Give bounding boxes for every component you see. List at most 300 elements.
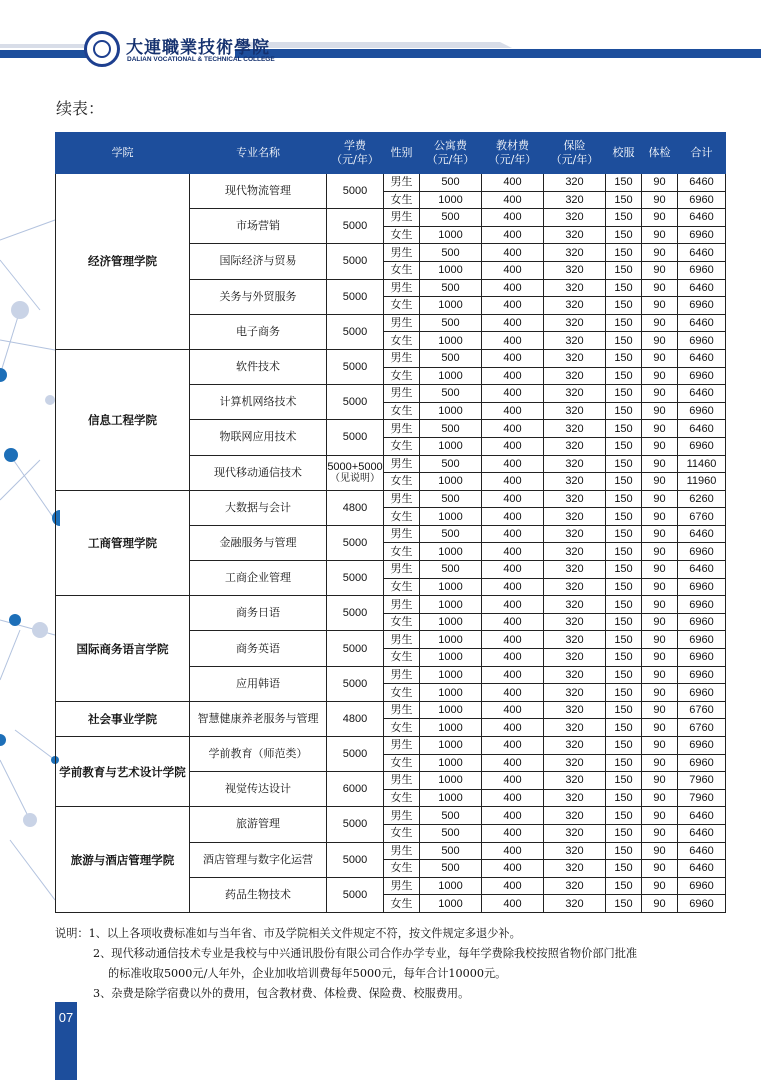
uniform-cell: 150	[606, 349, 642, 367]
checkup-cell: 90	[642, 613, 678, 631]
tuition-cell	[327, 385, 384, 420]
dorm-cell: 500	[420, 490, 482, 508]
gender-cell: 男生	[384, 561, 420, 579]
total-cell: 6960	[678, 437, 726, 455]
gender-cell: 女生	[384, 824, 420, 842]
tuition-value: 5000	[342, 607, 368, 620]
dorm-cell: 500	[420, 420, 482, 438]
dorm-cell: 1000	[420, 226, 482, 244]
total-cell: 6460	[678, 420, 726, 438]
uniform-cell: 150	[606, 226, 642, 244]
books-cell: 400	[482, 279, 544, 297]
dorm-cell: 1000	[420, 701, 482, 719]
checkup-cell: 90	[642, 209, 678, 227]
total-cell: 6460	[678, 314, 726, 332]
uniform-cell: 150	[606, 261, 642, 279]
total-cell: 6960	[678, 754, 726, 772]
dorm-cell: 1000	[420, 543, 482, 561]
gender-cell: 男生	[384, 877, 420, 895]
header-tuition: 学费 （元/年）	[327, 133, 384, 174]
note-2-cont: 的标准收取5000元/人年外，企业加收培训费每年5000元，每年合计10000元。	[108, 967, 507, 980]
dorm-cell: 1000	[420, 754, 482, 772]
checkup-cell: 90	[642, 543, 678, 561]
tuition-value: 5000	[342, 396, 368, 409]
fee-table-body	[56, 174, 726, 913]
total-cell: 6460	[678, 842, 726, 860]
gender-cell: 女生	[384, 754, 420, 772]
gender-cell: 男生	[384, 490, 420, 508]
total-cell: 6960	[678, 666, 726, 684]
books-cell: 400	[482, 191, 544, 209]
gender-cell: 男生	[384, 314, 420, 332]
total-cell: 6460	[678, 349, 726, 367]
insurance-cell: 320	[544, 824, 606, 842]
books-cell: 400	[482, 226, 544, 244]
checkup-cell: 90	[642, 525, 678, 543]
tuition-value: 5000	[342, 290, 368, 303]
books-cell: 400	[482, 789, 544, 807]
books-cell: 400	[482, 701, 544, 719]
tuition-value: 5000	[342, 255, 368, 268]
major-name-cell: 软件技术	[190, 349, 327, 384]
tuition-cell	[327, 842, 384, 877]
uniform-cell: 150	[606, 649, 642, 667]
college-name-cell: 信息工程学院	[56, 349, 190, 490]
uniform-cell: 150	[606, 754, 642, 772]
major-name-cell: 应用韩语	[190, 666, 327, 701]
dorm-cell: 1000	[420, 631, 482, 649]
dorm-cell: 1000	[420, 402, 482, 420]
checkup-cell: 90	[642, 877, 678, 895]
books-cell: 400	[482, 244, 544, 262]
books-cell: 400	[482, 508, 544, 526]
gender-cell: 女生	[384, 226, 420, 244]
tuition-cell	[327, 701, 384, 736]
total-cell: 6960	[678, 877, 726, 895]
uniform-cell: 150	[606, 561, 642, 579]
gender-cell: 女生	[384, 719, 420, 737]
total-cell: 6960	[678, 226, 726, 244]
books-cell: 400	[482, 525, 544, 543]
tuition-value: 5000	[342, 818, 368, 831]
tuition-cell	[327, 666, 384, 701]
uniform-cell: 150	[606, 666, 642, 684]
uniform-cell: 150	[606, 860, 642, 878]
uniform-cell: 150	[606, 578, 642, 596]
tuition-value: 5000	[342, 325, 368, 338]
insurance-cell: 320	[544, 701, 606, 719]
total-cell: 6960	[678, 543, 726, 561]
tuition-value: 4800	[342, 712, 368, 725]
header-checkup: 体检	[642, 133, 678, 174]
books-cell: 400	[482, 367, 544, 385]
insurance-cell: 320	[544, 613, 606, 631]
header-gender: 性别	[384, 133, 420, 174]
total-cell: 6960	[678, 649, 726, 667]
continued-label: 续表：	[56, 99, 105, 118]
header-college: 学院	[56, 133, 190, 174]
checkup-cell: 90	[642, 561, 678, 579]
total-cell: 6460	[678, 525, 726, 543]
header-books: 教材费 （元/年）	[482, 133, 544, 174]
books-cell: 400	[482, 332, 544, 350]
checkup-cell: 90	[642, 297, 678, 315]
insurance-cell: 320	[544, 420, 606, 438]
checkup-cell: 90	[642, 772, 678, 790]
insurance-cell: 320	[544, 895, 606, 913]
header-major: 专业名称	[190, 133, 327, 174]
dorm-cell: 1000	[420, 613, 482, 631]
tuition-cell	[327, 631, 384, 666]
insurance-cell: 320	[544, 244, 606, 262]
dorm-cell: 1000	[420, 737, 482, 755]
books-cell: 400	[482, 385, 544, 403]
college-logo-icon	[84, 31, 120, 67]
gender-cell: 女生	[384, 649, 420, 667]
checkup-cell: 90	[642, 279, 678, 297]
page-number: 07	[58, 1010, 74, 1025]
insurance-cell: 320	[544, 402, 606, 420]
tuition-cell	[327, 490, 384, 525]
gender-cell: 女生	[384, 473, 420, 491]
checkup-cell: 90	[642, 174, 678, 192]
total-cell: 6960	[678, 895, 726, 913]
total-cell: 6460	[678, 824, 726, 842]
gender-cell: 女生	[384, 402, 420, 420]
major-name-cell: 药品生物技术	[190, 877, 327, 912]
gender-cell: 男生	[384, 596, 420, 614]
books-cell: 400	[482, 490, 544, 508]
gender-cell: 男生	[384, 701, 420, 719]
uniform-cell: 150	[606, 789, 642, 807]
dorm-cell: 1000	[420, 789, 482, 807]
tuition-value: 5000	[342, 748, 368, 761]
insurance-cell: 320	[544, 772, 606, 790]
page-header	[0, 0, 761, 80]
insurance-cell: 320	[544, 754, 606, 772]
insurance-cell: 320	[544, 209, 606, 227]
table-row	[56, 596, 726, 614]
uniform-cell: 150	[606, 191, 642, 209]
insurance-cell: 320	[544, 297, 606, 315]
gender-cell: 女生	[384, 261, 420, 279]
major-name-cell: 商务日语	[190, 596, 327, 631]
dorm-cell: 1000	[420, 473, 482, 491]
books-cell: 400	[482, 297, 544, 315]
tuition-cell	[327, 279, 384, 314]
books-cell: 400	[482, 877, 544, 895]
tuition-value: 5000	[342, 431, 368, 444]
books-cell: 400	[482, 314, 544, 332]
tuition-cell	[327, 807, 384, 842]
books-cell: 400	[482, 842, 544, 860]
uniform-cell: 150	[606, 684, 642, 702]
total-cell: 6460	[678, 561, 726, 579]
total-cell: 6960	[678, 631, 726, 649]
gender-cell: 男生	[384, 666, 420, 684]
total-cell: 6460	[678, 244, 726, 262]
books-cell: 400	[482, 561, 544, 579]
tuition-cell	[327, 525, 384, 560]
college-name-cell: 工商管理学院	[56, 490, 190, 596]
total-cell: 11460	[678, 455, 726, 473]
total-cell: 6460	[678, 279, 726, 297]
total-cell: 6960	[678, 684, 726, 702]
checkup-cell: 90	[642, 226, 678, 244]
table-row	[56, 737, 726, 755]
insurance-cell: 320	[544, 631, 606, 649]
total-cell: 6960	[678, 332, 726, 350]
total-cell: 6960	[678, 578, 726, 596]
total-cell: 6960	[678, 297, 726, 315]
tuition-value: 5000	[342, 185, 368, 198]
books-cell: 400	[482, 613, 544, 631]
gender-cell: 男生	[384, 349, 420, 367]
tuition-value: 5000	[342, 572, 368, 585]
insurance-cell: 320	[544, 174, 606, 192]
uniform-cell: 150	[606, 737, 642, 755]
gender-cell: 女生	[384, 508, 420, 526]
note-1: 说明：1、以上各项收费标准如与当年省、市及学院相关文件规定不符，按文件规定多退少补。	[55, 927, 521, 940]
table-row	[56, 349, 726, 367]
dorm-cell: 1000	[420, 297, 482, 315]
uniform-cell: 150	[606, 719, 642, 737]
uniform-cell: 150	[606, 437, 642, 455]
tuition-value: 6000	[342, 783, 368, 796]
tuition-note: （见说明）	[330, 472, 380, 484]
tuition-value: 5000	[342, 853, 368, 866]
books-cell: 400	[482, 754, 544, 772]
header-dorm: 公寓费 （元/年）	[420, 133, 482, 174]
checkup-cell: 90	[642, 508, 678, 526]
uniform-cell: 150	[606, 174, 642, 192]
gender-cell: 男生	[384, 420, 420, 438]
checkup-cell: 90	[642, 244, 678, 262]
major-name-cell: 工商企业管理	[190, 561, 327, 596]
checkup-cell: 90	[642, 349, 678, 367]
insurance-cell: 320	[544, 807, 606, 825]
total-cell: 6760	[678, 701, 726, 719]
insurance-cell: 320	[544, 666, 606, 684]
header-insurance: 保险 （元/年）	[544, 133, 606, 174]
checkup-cell: 90	[642, 807, 678, 825]
gender-cell: 男生	[384, 807, 420, 825]
major-name-cell: 视觉传达设计	[190, 772, 327, 807]
tuition-value: 5000	[342, 888, 368, 901]
dorm-cell: 1000	[420, 666, 482, 684]
checkup-cell: 90	[642, 719, 678, 737]
tuition-value: 5000	[342, 642, 368, 655]
insurance-cell: 320	[544, 860, 606, 878]
dorm-cell: 500	[420, 842, 482, 860]
total-cell: 6760	[678, 508, 726, 526]
checkup-cell: 90	[642, 578, 678, 596]
insurance-cell: 320	[544, 719, 606, 737]
books-cell: 400	[482, 719, 544, 737]
total-cell: 6960	[678, 367, 726, 385]
uniform-cell: 150	[606, 631, 642, 649]
table-header-row	[56, 133, 726, 174]
checkup-cell: 90	[642, 754, 678, 772]
gender-cell: 男生	[384, 279, 420, 297]
books-cell: 400	[482, 473, 544, 491]
uniform-cell: 150	[606, 402, 642, 420]
insurance-cell: 320	[544, 842, 606, 860]
books-cell: 400	[482, 772, 544, 790]
uniform-cell: 150	[606, 473, 642, 491]
uniform-cell: 150	[606, 385, 642, 403]
insurance-cell: 320	[544, 508, 606, 526]
insurance-cell: 320	[544, 596, 606, 614]
books-cell: 400	[482, 437, 544, 455]
header-total: 合计	[678, 133, 726, 174]
major-name-cell: 市场营销	[190, 209, 327, 244]
dorm-cell: 500	[420, 209, 482, 227]
tuition-cell	[327, 349, 384, 384]
tuition-value: 4800	[342, 501, 368, 514]
gender-cell: 男生	[384, 385, 420, 403]
gender-cell: 男生	[384, 209, 420, 227]
tuition-value: 5000	[342, 361, 368, 374]
insurance-cell: 320	[544, 349, 606, 367]
gender-cell: 女生	[384, 332, 420, 350]
table-row	[56, 701, 726, 719]
dorm-cell: 1000	[420, 719, 482, 737]
gender-cell: 男生	[384, 737, 420, 755]
insurance-cell: 320	[544, 455, 606, 473]
dorm-cell: 1000	[420, 508, 482, 526]
total-cell: 7960	[678, 772, 726, 790]
insurance-cell: 320	[544, 191, 606, 209]
total-cell: 6960	[678, 596, 726, 614]
gender-cell: 女生	[384, 437, 420, 455]
table-row	[56, 490, 726, 508]
dorm-cell: 1000	[420, 437, 482, 455]
checkup-cell: 90	[642, 455, 678, 473]
dorm-cell: 500	[420, 349, 482, 367]
tuition-cell	[327, 737, 384, 772]
gender-cell: 男生	[384, 525, 420, 543]
tuition-value: 5000+5000	[327, 460, 383, 473]
checkup-cell: 90	[642, 367, 678, 385]
insurance-cell: 320	[544, 789, 606, 807]
dorm-cell: 500	[420, 807, 482, 825]
tuition-value: 5000	[342, 220, 368, 233]
insurance-cell: 320	[544, 649, 606, 667]
books-cell: 400	[482, 860, 544, 878]
books-cell: 400	[482, 455, 544, 473]
tuition-cell	[327, 244, 384, 279]
dorm-cell: 500	[420, 244, 482, 262]
insurance-cell: 320	[544, 737, 606, 755]
uniform-cell: 150	[606, 543, 642, 561]
dorm-cell: 500	[420, 455, 482, 473]
books-cell: 400	[482, 649, 544, 667]
uniform-cell: 150	[606, 895, 642, 913]
uniform-cell: 150	[606, 772, 642, 790]
dorm-cell: 1000	[420, 877, 482, 895]
books-cell: 400	[482, 596, 544, 614]
total-cell: 6960	[678, 191, 726, 209]
uniform-cell: 150	[606, 297, 642, 315]
checkup-cell: 90	[642, 684, 678, 702]
insurance-cell: 320	[544, 367, 606, 385]
uniform-cell: 150	[606, 807, 642, 825]
checkup-cell: 90	[642, 701, 678, 719]
insurance-cell: 320	[544, 490, 606, 508]
uniform-cell: 150	[606, 490, 642, 508]
books-cell: 400	[482, 684, 544, 702]
checkup-cell: 90	[642, 261, 678, 279]
checkup-cell: 90	[642, 842, 678, 860]
dorm-cell: 500	[420, 385, 482, 403]
college-name-cell: 旅游与酒店管理学院	[56, 807, 190, 913]
books-cell: 400	[482, 666, 544, 684]
gender-cell: 男生	[384, 455, 420, 473]
major-name-cell: 关务与外贸服务	[190, 279, 327, 314]
tuition-cell	[327, 209, 384, 244]
header-uniform: 校服	[606, 133, 642, 174]
dorm-cell: 1000	[420, 332, 482, 350]
dorm-cell: 500	[420, 561, 482, 579]
tuition-value: 5000	[342, 677, 368, 690]
uniform-cell: 150	[606, 842, 642, 860]
major-name-cell: 金融服务与管理	[190, 525, 327, 560]
checkup-cell: 90	[642, 789, 678, 807]
table-row	[56, 174, 726, 192]
tuition-cell	[327, 455, 384, 490]
dorm-cell: 1000	[420, 578, 482, 596]
insurance-cell: 320	[544, 437, 606, 455]
insurance-cell: 320	[544, 332, 606, 350]
dorm-cell: 1000	[420, 772, 482, 790]
major-name-cell: 学前教育（师范类）	[190, 737, 327, 772]
major-name-cell: 电子商务	[190, 314, 327, 349]
checkup-cell: 90	[642, 649, 678, 667]
college-name-en: DALIAN VOCATIONAL & TECHNICAL COLLEGE	[127, 56, 275, 63]
gender-cell: 女生	[384, 191, 420, 209]
dorm-cell: 500	[420, 860, 482, 878]
insurance-cell: 320	[544, 578, 606, 596]
total-cell: 6960	[678, 402, 726, 420]
college-name-cell: 学前教育与艺术设计学院	[56, 737, 190, 807]
gender-cell: 女生	[384, 789, 420, 807]
uniform-cell: 150	[606, 508, 642, 526]
uniform-cell: 150	[606, 455, 642, 473]
insurance-cell: 320	[544, 473, 606, 491]
gender-cell: 女生	[384, 543, 420, 561]
dorm-cell: 500	[420, 279, 482, 297]
books-cell: 400	[482, 737, 544, 755]
college-name-cell: 经济管理学院	[56, 174, 190, 350]
college-name-cell: 社会事业学院	[56, 701, 190, 736]
dorm-cell: 1000	[420, 649, 482, 667]
college-name-cell: 国际商务语言学院	[56, 596, 190, 702]
insurance-cell: 320	[544, 684, 606, 702]
major-name-cell: 智慧健康养老服务与管理	[190, 701, 327, 736]
tuition-cell	[327, 314, 384, 349]
uniform-cell: 150	[606, 877, 642, 895]
gender-cell: 女生	[384, 684, 420, 702]
checkup-cell: 90	[642, 860, 678, 878]
dorm-cell: 1000	[420, 191, 482, 209]
major-name-cell: 现代物流管理	[190, 174, 327, 209]
college-name-cn: 大連職業技術學院	[126, 38, 270, 58]
note-2: 2、现代移动通信技术专业是我校与中兴通讯股份有限公司合作办学专业，每年学费除我校按照省物价部门批准	[93, 947, 638, 960]
tuition-value: 5000	[342, 536, 368, 549]
total-cell: 6960	[678, 613, 726, 631]
uniform-cell: 150	[606, 367, 642, 385]
